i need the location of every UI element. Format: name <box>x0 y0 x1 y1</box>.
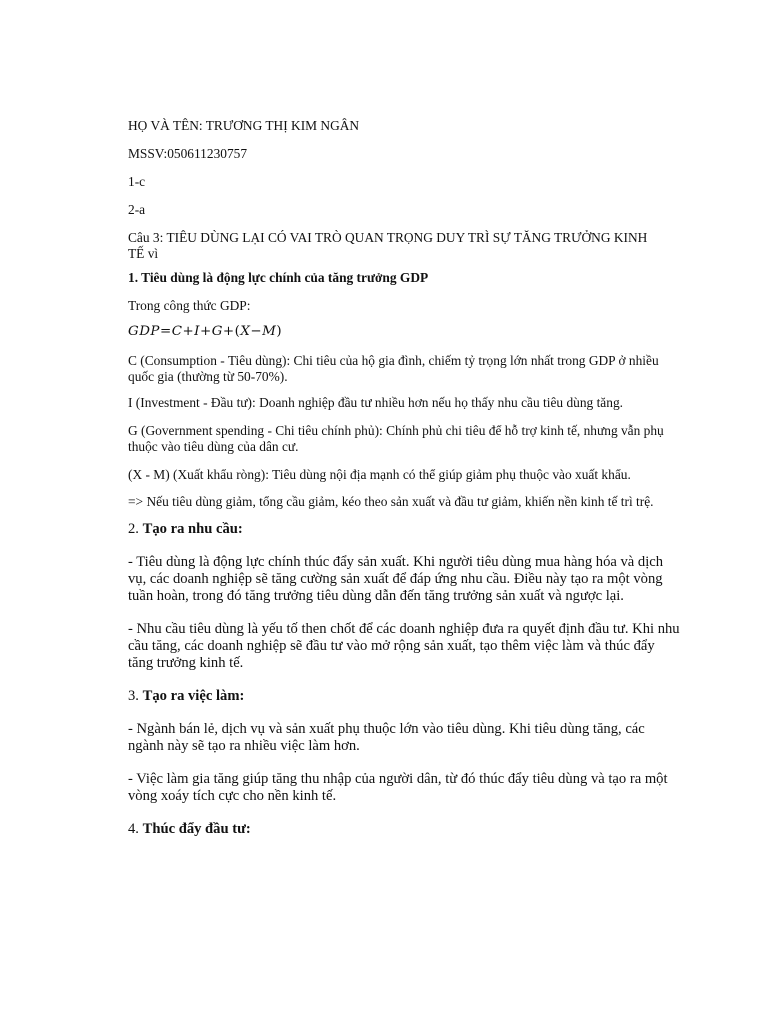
formula-x: X <box>240 324 251 339</box>
item-net-exports: (X - M) (Xuất khẩu ròng): Tiêu dùng nội địa mạnh có thể giúp giảm phụ thuộc vào xuất khẩu. <box>128 467 631 482</box>
formula-plus-3: + <box>222 324 235 339</box>
section-2-number: 2. <box>128 521 139 537</box>
formula-left-paren: ( <box>234 324 241 339</box>
formula-right-paren: ) <box>276 324 283 339</box>
formula-equals: = <box>159 324 172 339</box>
section-4-title: Thúc đẩy đầu tư: <box>142 821 251 837</box>
formula-plus-1: + <box>182 324 195 339</box>
section-1-conclusion: => Nếu tiêu dùng giảm, tổng cầu giảm, kéo theo sản xuất và đầu tư giảm, khiến nền kinh tế trì trệ. <box>128 494 654 509</box>
section-3-title: Tạo ra việc làm: <box>142 688 245 704</box>
formula-minus: − <box>250 324 263 339</box>
section-1-heading: 1. Tiêu dùng là động lực chính của tăng trưởng GDP <box>128 270 429 285</box>
section-3-paragraph-1: - Ngành bán lẻ, dịch vụ và sản xuất phụ thuộc lớn vào tiêu dùng. Khi tiêu dùng tăng, các ngành này sẽ tạo ra nhiều việc làm hơn. <box>128 721 645 754</box>
section-2-paragraph-1: - Tiêu dùng là động lực chính thúc đẩy sản xuất. Khi người tiêu dùng mua hàng hóa và dịch vụ, các doanh nghiệp sẽ tăng cường sản xuất để đáp ứng nhu cầu. Điều này tạo ra một vòng tuần hoàn, trong đó tăng trưởng tiêu dùng dẫn đến tăng trưởng sản xuất và ngược lại. <box>128 554 664 604</box>
answer-2: 2-a <box>128 202 146 217</box>
item-consumption: C (Consumption - Tiêu dùng): Chi tiêu của hộ gia đình, chiếm tỷ trọng lớn nhất trong GDP ở nhiều quốc gia (thường từ 50-70%). <box>128 353 659 384</box>
section-4-heading <box>128 821 680 838</box>
section-4-number: 4. <box>128 821 139 837</box>
formula-c: C <box>171 324 183 339</box>
item-government: G (Government spending - Chi tiêu chính phủ): Chính phủ chi tiêu để hỗ trợ kinh tế, nhưng vẫn phụ thuộc vào tiêu dùng của dân cư. <box>128 423 664 454</box>
item-investment: I (Investment - Đầu tư): Doanh nghiệp đầu tư nhiều hơn nếu họ thấy nhu cầu tiêu dùng tăng. <box>128 395 623 410</box>
formula-m: M <box>262 324 277 339</box>
section-1-intro: Trong công thức GDP: <box>128 298 251 313</box>
answer-1: 1-c <box>128 174 146 189</box>
formula-plus-2: + <box>199 324 212 339</box>
formula-g: G <box>211 324 223 339</box>
section-2-paragraph-2: - Nhu cầu tiêu dùng là yếu tố then chốt để các doanh nghiệp đưa ra quyết định đầu tư. Khi nhu cầu tăng, các doanh nghiệp sẽ đầu tư vào mở rộng sản xuất, tạo thêm việc làm và thúc đẩy tăng trưởng kinh tế. <box>128 621 680 671</box>
section-2-heading <box>128 521 680 538</box>
gdp-formula <box>128 323 680 341</box>
section-3-heading <box>128 688 680 705</box>
student-name-line: HỌ VÀ TÊN: TRƯƠNG THỊ KIM NGÂN <box>128 118 360 133</box>
section-3-paragraph-2: - Việc làm gia tăng giúp tăng thu nhập của người dân, từ đó thúc đẩy tiêu dùng và tạo ra một vòng xoáy tích cực cho nền kinh tế. <box>128 771 668 804</box>
formula-gdp: GDP <box>128 324 160 339</box>
document-page <box>128 118 680 838</box>
student-id: MSSV:050611230757 <box>128 146 248 161</box>
section-2-title: Tạo ra nhu cầu: <box>142 521 243 537</box>
formula-i: I <box>194 324 200 339</box>
section-3-number: 3. <box>128 688 139 704</box>
question-3-title: Câu 3: TIÊU DÙNG LẠI CÓ VAI TRÒ QUAN TRỌNG DUY TRÌ SỰ TĂNG TRƯỞNG KINH TẾ vì <box>128 230 648 261</box>
